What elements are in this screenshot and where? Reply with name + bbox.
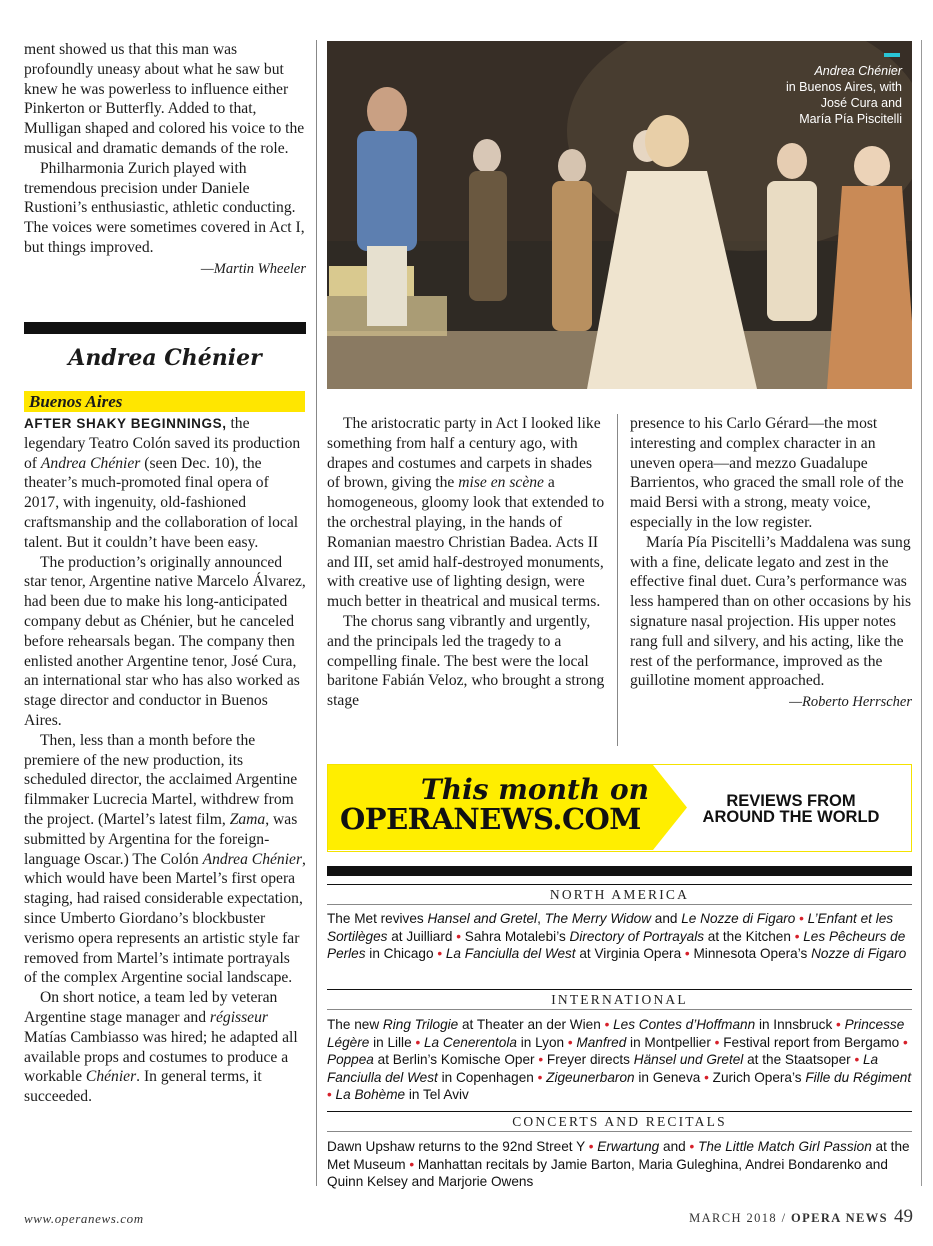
photo-caption: [786, 63, 902, 127]
listing-work-title: Zigeunerbaron: [546, 1069, 635, 1085]
listing-text: in Montpellier: [626, 1034, 711, 1050]
listing-text: at Juilliard: [387, 928, 453, 944]
listing-item[interactable]: [576, 1035, 711, 1050]
review-para-4: [24, 988, 306, 1107]
listing-text: Dawn Upshaw returns to the 92nd Street Y: [327, 1139, 585, 1154]
listing-item[interactable]: [424, 1035, 564, 1050]
review-p1-title: Andrea Chénier: [40, 454, 141, 472]
listing-text: at the Staatsoper: [743, 1052, 851, 1067]
prev-review-para-1: ment showed us that this man was profoundly uneasy about what he saw but knew he was powerless to influence either Pinkerton or Butterfly. Added to that, Mulligan shaped and colored his voice to the musical and dramatic demands of the role.: [24, 41, 305, 157]
listing-item[interactable]: [723, 1035, 899, 1050]
review-p5-c: a homogeneous, gloomy look that extended to the orchestral playing, in the hands of Romanian maestro Christian Badea. Acts II and III, set amid half-destroyed monuments, with creative use of lighting design, were much better in theatrical and musical terms.: [327, 474, 605, 611]
review-p3-e: , which would have been Martel’s first opera staging, had raised considerable expectation, since Umberto Giordano’s blockbuster verismo opera represents an artistic style far removed from Martel’s intimate portrayals of the complex Argentine social landscape.: [24, 850, 306, 987]
listing-text: Sahra Motalebi’s: [464, 928, 570, 944]
review-lead-caps: AFTER SHAKY BEGINNINGS,: [24, 416, 227, 431]
listing-work-title: Ring Trilogie: [382, 1017, 459, 1032]
review-p4-e: . In general terms, it succeeded.: [24, 1068, 262, 1106]
listing-text: in Lille: [369, 1034, 412, 1050]
north-america-listings: [327, 910, 912, 963]
page-edge-rule: [921, 40, 922, 1186]
listing-work-title: Le Nozze di Figaro: [681, 911, 796, 926]
bullet-separator: •: [567, 1034, 573, 1050]
prev-review-byline: —Martin Wheeler: [200, 260, 306, 277]
review-p4-c: Matías Cambiasso was hired; he adapted all available props and costumes to produce a workable: [24, 1028, 298, 1086]
listing-item[interactable]: [547, 1052, 851, 1067]
bullet-separator: •: [836, 1017, 841, 1032]
listing-work-title: La Bohème: [335, 1087, 406, 1102]
listing-item[interactable]: [327, 1139, 585, 1154]
listing-work-title: Manfred: [576, 1034, 627, 1050]
review-p4-opera: Chénier: [85, 1068, 137, 1086]
listing-text: and: [659, 1139, 690, 1154]
bullet-separator: •: [604, 1017, 610, 1032]
review-byline: —Roberto Herrscher: [789, 694, 912, 711]
listing-work-title: La Cenerentola: [423, 1034, 517, 1050]
bullet-separator: •: [684, 946, 690, 961]
listing-item[interactable]: [693, 946, 906, 961]
bullet-separator: •: [903, 1034, 908, 1050]
review-para-8: María Pía Piscitelli’s Maddalena was sung with a fine, delicate legato and zest in the effective final duet. Cura’s performance was less hampered than on other occasions by his signature nasal projection. His upper notes rang full and silvery, and his acting, like the rest of the performance, improved as the guillotine moment approached.: [630, 533, 912, 690]
section-heading-north-america: NORTH AMERICA: [327, 884, 912, 905]
review-left-column: [24, 414, 306, 1107]
listing-item[interactable]: [546, 1070, 700, 1085]
bullet-separator: •: [854, 1052, 860, 1067]
caption-line-1: in Buenos Aires, with: [785, 80, 902, 94]
bullet-separator: •: [538, 1052, 544, 1067]
listing-work-title: Poppea: [327, 1052, 374, 1067]
listing-divider-bar: [327, 866, 912, 876]
section-divider-bar: [24, 322, 306, 334]
review-para-2: The production’s originally announced star tenor, Argentine native Marcelo Álvarez, had been due to make his long-anticipated company debut as Chénier, but he canceled before rehearsals began. The company then enlisted another Argentine tenor, José Cura, an international star who has also worked as stage director and conductor in Buenos Aires.: [24, 553, 306, 729]
caption-line-2: José Cura and: [820, 96, 902, 110]
footer-website[interactable]: www.operanews.com: [24, 1211, 144, 1226]
listing-text: Freyer directs: [546, 1052, 634, 1067]
listing-text: The Met revives: [327, 911, 428, 926]
column-rule-right: [617, 414, 618, 746]
listing-text: in Tel Aviv: [405, 1087, 469, 1102]
listing-work-title: Hansel and Gretel: [427, 911, 538, 926]
listing-work-title: The Merry Widow: [544, 911, 652, 926]
listing-text: and: [651, 911, 682, 926]
bullet-separator: •: [537, 1069, 543, 1085]
bullet-separator: •: [794, 928, 800, 944]
production-photo: [327, 41, 912, 389]
review-para-1: [24, 414, 306, 553]
listing-text: at Virginia Opera: [575, 946, 682, 961]
listing-item[interactable]: [327, 1052, 535, 1067]
review-p3-opera: Andrea Chénier: [202, 850, 303, 868]
listing-work-title: Directory of Portrayals: [569, 928, 705, 944]
review-p3-a: Then, less than a month before the premiere of the new production, its scheduled director, the acclaimed Argentine filmmaker Lucrecia Martel, withdrew from the project. (Martel’s latest film,: [24, 731, 298, 828]
listing-text: in Innsbruck: [755, 1017, 833, 1032]
listing-text: at the Met Museum: [327, 1139, 910, 1172]
review-para-7: presence to his Carlo Gérard—the most interesting and complex character in an uneven opera—and mezzo Guadalupe Barrientos, who graced the small role of the maid Bersi with a strong, meaty voice, especially in the low register.: [630, 415, 904, 531]
listing-item[interactable]: [327, 1017, 601, 1032]
listing-text: The new: [327, 1017, 383, 1032]
review-p4-term: régisseur: [209, 1008, 268, 1026]
listing-work-title: The Little Match Girl Passion: [698, 1139, 872, 1154]
listing-work-title: Les Contes d’Hoffmann: [613, 1017, 756, 1032]
review-para-6: The chorus sang vibrantly and urgently, and the principals led the tragedy to a compelling finale. The best were the local baritone Fabián Veloz, who brought a strong stage: [327, 612, 605, 710]
listing-text: in Chicago: [365, 946, 434, 961]
review-p5-term: mise en scène: [458, 474, 544, 492]
international-listings: [327, 1016, 912, 1104]
listing-text: Minnesota Opera’s: [693, 946, 812, 961]
promo-tagline: [691, 793, 891, 825]
listing-item[interactable]: [465, 929, 791, 944]
promo-tagline-line-1: REVIEWS FROM: [726, 792, 856, 810]
prev-review-para-2: Philharmonia Zurich played with tremendous precision under Daniele Rustioni’s enthusiastic, athletic conducting. The voices were sometimes covered in Act I, but things improved.: [24, 159, 305, 256]
listing-text: at the Kitchen: [704, 928, 791, 944]
bullet-separator: •: [456, 928, 461, 944]
listing-text: in Lyon: [516, 1034, 565, 1050]
listing-item[interactable]: [327, 911, 795, 926]
listing-work-title: La Fanciulla del West: [445, 946, 576, 961]
bullet-separator: •: [409, 1156, 415, 1172]
listing-text: in Copenhagen: [437, 1069, 534, 1085]
listing-work-title: L’Enfant et les Sortilèges: [327, 911, 894, 944]
concerts-listings: [327, 1138, 912, 1191]
caption-title: Andrea Chénier: [814, 64, 902, 78]
review-p3-film: Zama: [229, 810, 266, 828]
review-title: Andrea Chénier: [68, 345, 262, 371]
review-p3-c: , was submitted by Argentina for the foreign-language Oscar.) The Colón: [24, 810, 298, 868]
promo-tagline-line-2: AROUND THE WORLD: [702, 808, 880, 826]
bullet-separator: •: [327, 1087, 332, 1102]
promo-this-month: This month on: [420, 773, 649, 806]
listing-work-title: Erwartung: [597, 1139, 660, 1154]
listing-text: at Theater an der Wien: [458, 1017, 601, 1032]
review-para-5: [327, 414, 605, 612]
middle-column: [327, 414, 605, 711]
listing-text: Zurich Opera’s: [712, 1069, 806, 1085]
review-city-tag: Buenos Aires: [24, 391, 305, 412]
listing-text: at Berlin’s Komische Oper: [373, 1052, 535, 1067]
footer-issue: MARCH 2018 /: [689, 1211, 791, 1225]
bullet-separator: •: [714, 1034, 720, 1050]
promo-arrow-icon: [653, 765, 689, 850]
listing-text: ,: [537, 911, 545, 926]
listing-text: Manhattan recitals by Jamie Barton, Maria Guleghina, Andrei Bondarenko and Quinn Kelsey and Marjorie Owens: [327, 1156, 888, 1189]
page-number: 49: [894, 1206, 913, 1227]
bullet-separator: •: [415, 1034, 421, 1050]
bullet-separator: •: [437, 946, 443, 961]
listing-work-title: Princesse Légère: [327, 1017, 905, 1050]
bullet-separator: •: [588, 1139, 594, 1154]
column-rule-left: [316, 40, 317, 1186]
right-column: [630, 414, 912, 713]
footer-magazine: OPERA NEWS: [790, 1211, 888, 1225]
listing-item[interactable]: [446, 946, 681, 961]
operanews-promo-banner[interactable]: [327, 764, 912, 852]
bullet-separator: •: [799, 911, 804, 926]
listing-work-title: Hänsel und Gretel: [633, 1052, 744, 1067]
section-heading-international: INTERNATIONAL: [327, 989, 912, 1010]
listing-text: Festival report from Bergamo: [723, 1034, 900, 1050]
listing-work-title: Fille du Régiment: [805, 1069, 912, 1085]
promo-site-name[interactable]: OPERANEWS.COM: [340, 802, 641, 836]
review-p1-c: (seen Dec. 10), the theater’s much-promoted final opera of 2017, with ingenuity, old-fashioned craftsmanship and the collaboration of local talent. But it couldn’t have been easy.: [24, 454, 299, 551]
review-p1-a: the legendary Teatro Colón saved its production of: [24, 415, 301, 472]
section-heading-concerts: CONCERTS AND RECITALS: [327, 1111, 912, 1132]
listing-item[interactable]: [713, 1070, 911, 1085]
caption-marker: [884, 53, 900, 57]
listing-work-title: Nozze di Figaro: [811, 946, 907, 961]
left-column: [24, 40, 306, 280]
review-p4-a: On short notice, a team led by veteran Argentine stage manager and: [24, 989, 278, 1026]
caption-line-3: María Pía Piscitelli: [799, 112, 902, 126]
footer-folio: [689, 1206, 913, 1228]
listing-item[interactable]: [613, 1017, 832, 1032]
listing-item[interactable]: [336, 1087, 469, 1102]
review-para-3: [24, 731, 306, 988]
bullet-separator: •: [704, 1069, 709, 1085]
listing-item[interactable]: [597, 1139, 689, 1154]
listing-work-title: Les Pêcheurs de Perles: [327, 928, 906, 961]
listing-text: in Geneva: [634, 1069, 701, 1085]
listing-work-title: La Fanciulla del West: [327, 1052, 879, 1085]
review-p5-a: The aristocratic party in Act I looked like something from half a century ago, with drapes and costumes and carpets in shades of brown, giving the: [327, 415, 601, 492]
bullet-separator: •: [689, 1139, 695, 1154]
